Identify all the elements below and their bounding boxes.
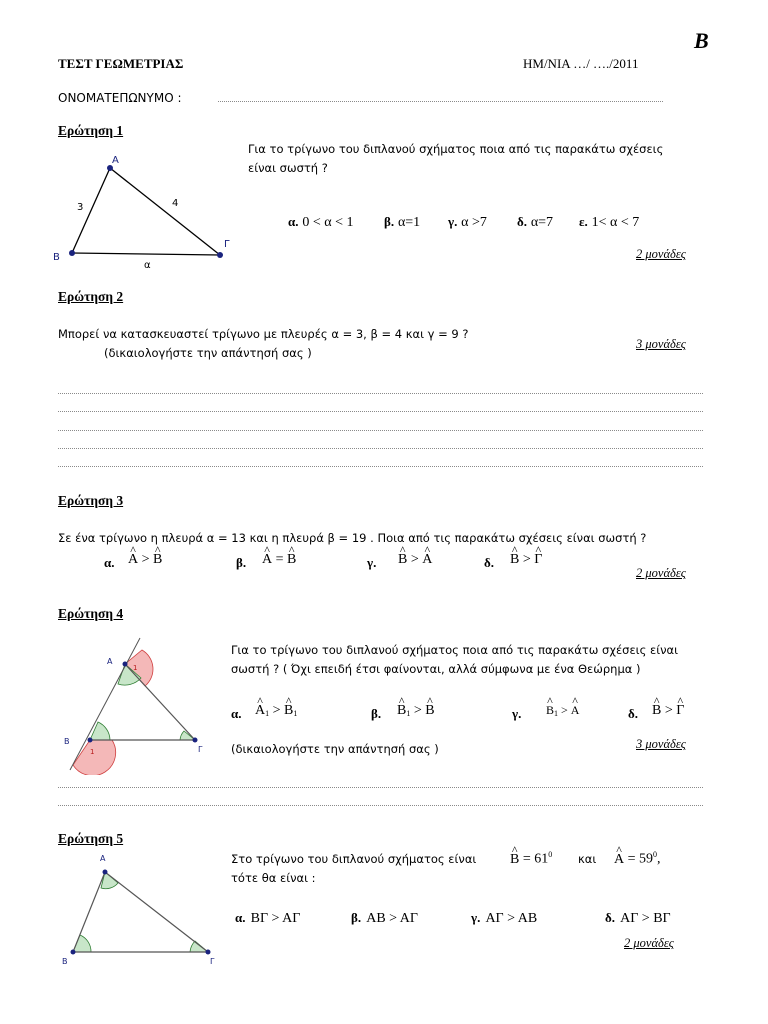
question-1-heading: Ερώτηση 1 — [58, 123, 124, 138]
q5-option-b[interactable]: β. ΑΒ > ΑΓ — [351, 910, 418, 926]
question-5-text-line2: τότε θα είναι : — [231, 871, 316, 885]
name-label: ΟΝΟΜΑΤΕΠΩΝΥΜΟ : — [58, 91, 182, 105]
q1-option-b[interactable]: β. α=1 — [384, 214, 421, 230]
question-2-points: 3 μονάδες — [636, 337, 686, 351]
answer-line[interactable] — [58, 787, 703, 788]
test-version-letter: B — [694, 28, 709, 53]
q4-angle-b1-label: 1 — [90, 748, 95, 756]
question-3-heading: Ερώτηση 3 — [58, 493, 124, 508]
q1-side-ag-label: 4 — [172, 198, 179, 209]
question-5-angle-a: ^ $A = 59^0$, — [614, 850, 661, 868]
q1-vertex-g-label: Γ — [224, 239, 230, 250]
q5-vertex-b-label: Β — [62, 957, 68, 966]
question-3-text-line1: Σε ένα τρίγωνο η πλευρά α = 13 και η πλευρά β = 19 . Ποια από τις παρακάτω σχέσεις είναι σωστή ? — [58, 531, 647, 545]
question-5-and: και — [578, 852, 597, 866]
q4-option-b[interactable]: β. — [371, 706, 382, 721]
date-field[interactable]: ΗΜ/ΝΙΑ …/ …./2011 — [523, 56, 639, 71]
answer-line[interactable] — [58, 393, 703, 394]
question-5-text-line1: Στο τρίγωνο του διπλανού σχήματος είναι — [231, 852, 477, 866]
question-2-text-line1: Μπορεί να κατασκευαστεί τρίγωνο με πλευρές α = 3, β = 4 και γ = 9 ? — [58, 327, 469, 341]
q1-option-c[interactable]: γ. α >7 — [448, 214, 487, 230]
question-1-triangle-figure — [50, 150, 250, 270]
q1-option-a[interactable]: α. 0 < α < 1 — [288, 214, 354, 230]
q3-option-d[interactable]: δ. — [484, 555, 494, 570]
test-title: ΤΕΣΤ ΓΕΩΜΕΤΡΙΑΣ — [58, 56, 184, 71]
q4-vertex-a-label: Α — [107, 657, 113, 666]
q3-option-b[interactable]: β. — [236, 555, 247, 570]
question-3-points: 2 μονάδες — [636, 566, 686, 580]
name-input-line[interactable] — [218, 101, 663, 102]
q3-option-c[interactable]: γ. — [367, 555, 377, 570]
q5-option-d[interactable]: δ. ΑΓ > ΒΓ — [605, 910, 671, 926]
question-4-points: 3 μονάδες — [636, 737, 686, 751]
question-5-heading: Ερώτηση 5 — [58, 831, 124, 846]
question-4-heading: Ερώτηση 4 — [58, 606, 124, 621]
question-5-triangle-figure — [50, 850, 230, 970]
question-1-points: 2 μονάδες — [636, 247, 686, 261]
answer-line[interactable] — [58, 411, 703, 412]
question-4-text-line1: Για το τρίγωνο του διπλανού σχήματος ποια από τις παρακάτω σχέσεις είναι — [231, 643, 678, 657]
q5-option-a[interactable]: α. ΒΓ > ΑΓ — [235, 910, 301, 926]
question-5-points: 2 μονάδες — [624, 936, 674, 950]
question-2-heading: Ερώτηση 2 — [58, 289, 124, 304]
q1-vertex-a-label: Α — [112, 155, 119, 166]
answer-line[interactable] — [58, 805, 703, 806]
question-1-text-line2: είναι σωστή ? — [248, 161, 328, 175]
q1-option-e[interactable]: ε. 1< α < 7 — [579, 214, 640, 230]
question-1-text-line1: Για το τρίγωνο του διπλανού σχήματος ποια από τις παρακάτω σχέσεις — [248, 142, 664, 156]
q1-option-d[interactable]: δ. α=7 — [517, 214, 554, 230]
answer-line[interactable] — [58, 466, 703, 467]
question-4-triangle-figure — [50, 630, 230, 775]
q4-option-a[interactable]: α. — [231, 706, 242, 721]
question-4-text-line2: σωστή ? ( Όχι επειδή έτσι φαίνονται, αλλά σύμφωνα με ένα Θεώρημα ) — [231, 662, 641, 676]
q5-option-c[interactable]: γ. ΑΓ > ΑΒ — [471, 910, 538, 926]
answer-line[interactable] — [58, 430, 703, 431]
question-5-angle-b: ^ $B = 61^0$ — [510, 850, 552, 868]
q1-vertex-b-label: Β — [53, 252, 60, 263]
q1-side-ab-label: 3 — [77, 202, 84, 213]
q4-option-d[interactable]: δ. — [628, 706, 638, 721]
question-2-text-line2: (δικαιολογήστε την απάντησή σας ) — [104, 346, 312, 360]
answer-line[interactable] — [58, 448, 703, 449]
q5-vertex-g-label: Γ — [210, 957, 215, 966]
q4-vertex-g-label: Γ — [198, 745, 203, 754]
q1-side-bg-label: α — [144, 260, 151, 270]
q4-option-c[interactable]: γ. — [512, 706, 522, 721]
q4-vertex-b-label: Β — [64, 737, 70, 746]
q3-option-a[interactable]: α. — [104, 555, 115, 570]
question-4-justify-note: (δικαιολογήστε την απάντησή σας ) — [231, 742, 439, 756]
q4-angle-a1-label: 1 — [133, 664, 138, 672]
q5-vertex-a-label: Α — [100, 854, 106, 863]
